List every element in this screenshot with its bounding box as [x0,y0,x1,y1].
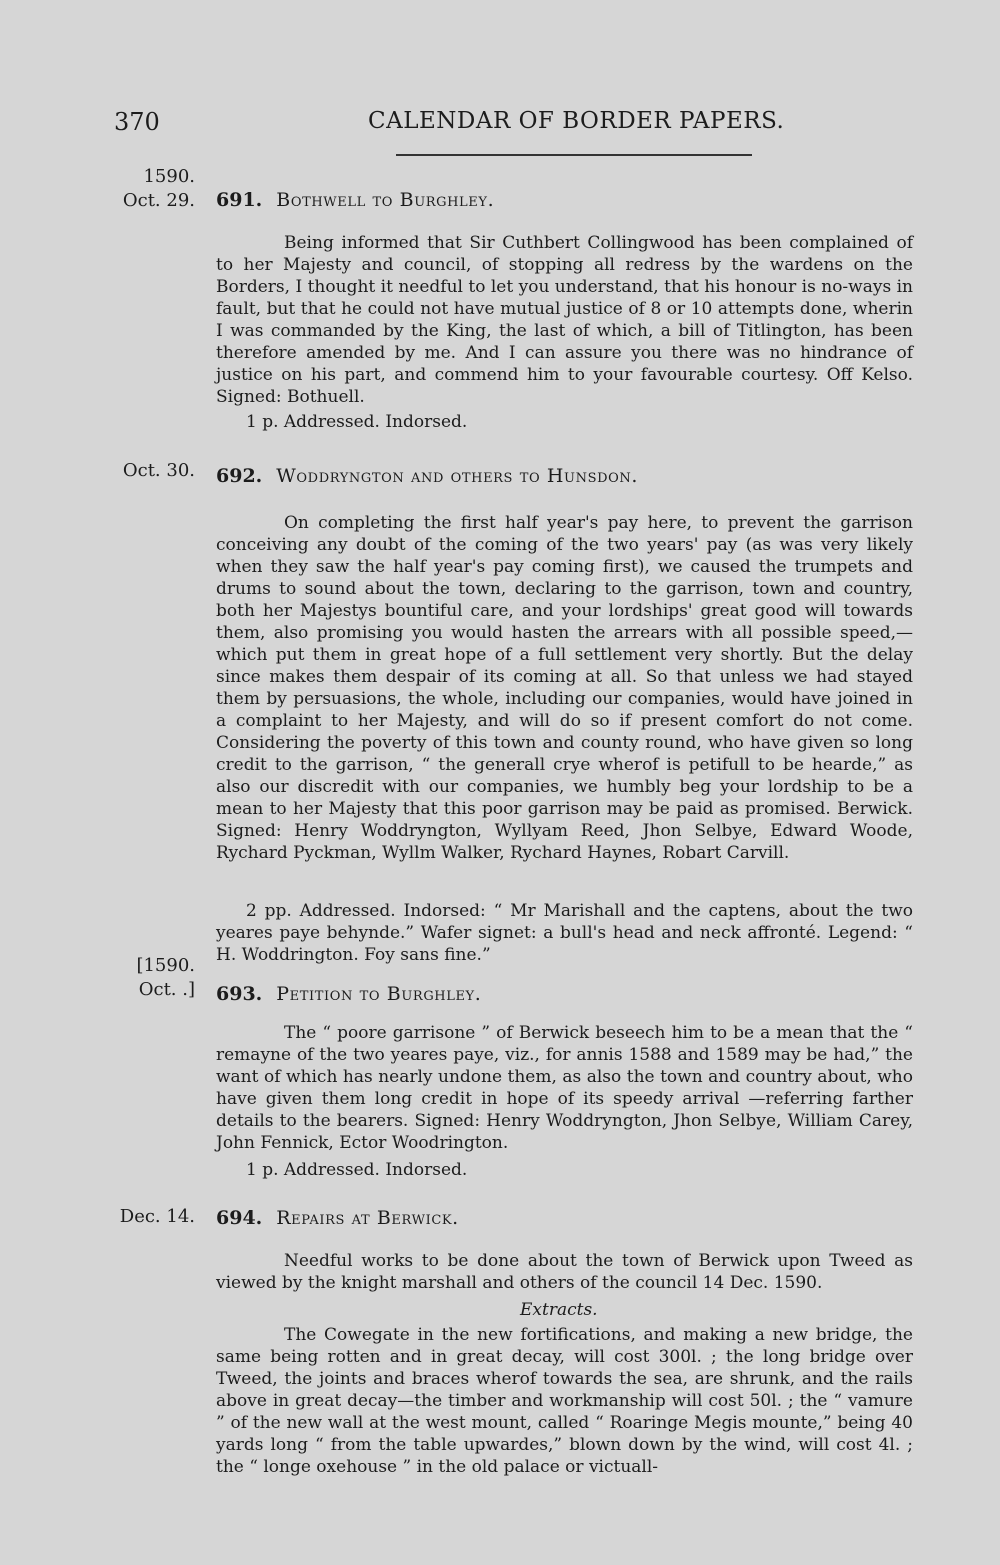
entry-date: Dec. 14. [119,1206,195,1227]
entry-number: 694. [216,1207,263,1229]
entry-title: Petition to Burghley. [276,983,482,1005]
entry-date: Oct. 30. [122,460,195,481]
entry-body: On completing the first half year's pay here, to prevent the garrison conceiving any doubt of the coming of the two years' pay (as was very likely when they saw the half year's pay coming first), we caused the trumpets and drums to sound about the town, declaring to the garrison, town and country, both her Majestys bountiful care, and your lordships' great good will towards them, also promising you would hasten the arrears with all possible speed,—which put them in great hope of a full settlement very shortly. But the delay since makes them despair of its coming at all. So that unless we had stayed them by persuasions, the whole, including our companies, would have joined in a complaint to her Majesty, and will do so if present comfort do not come. Considering the poverty of this town and county round, who have given so long credit to the garrison, “ the generall crye wherof is petifull to be hearde,” as also our discredit with our companies, we humbly beg your lordship to be a mean to her Majesty that this poor garrison may be paid as promised. Berwick. Signed: Henry Woddryngton, Wyllyam Reed, Jhon Selbye, Edward Woode, Rychard Pyckman, Wyllm Walker, Rychard Haynes, Robart Carvill. [216,513,913,863]
entry-body: Being informed that Sir Cuthbert Collingwood has been complained of to her Majesty and council, of stopping all redress by the wardens on the Borders, I thought it needful to let you understand, that his honour is no-ways in fault, but that he could not have mutual justice of 8 or 10 attempts done, wherin I was commanded by the King, the last of which, a bill of Titlington, has been therefore amended by me. And I can assure you there was no hindrance of justice on his part, and commend him to your favourable courtesy. Off Kelso. Signed: Bothuell. [216,233,913,407]
entry-heading [216,189,494,211]
page-header [0,108,1000,148]
entry-body-continued: The Cowegate in the new fortifications, and making a new bridge, the same being rotten and in great decay, will cost 300l. ; the long bridge over Tweed, the joints and braces wherof towards the sea, are shrunk, and the rails above in great decay—the timber and workmanship will cost 50l. ; the “ vamure ” of the new wall at the west mount, called “ Roaringe Megis mounte,” being 40 yards long “ from the table upwardes,” blown down by the wind, will cost 4l. ; the “ longe oxehouse ” in the old palace or victuall- [216,1325,913,1477]
entry-heading [216,465,638,487]
entry-number: 693. [216,983,263,1005]
entry-title: Repairs at Berwick. [276,1207,459,1229]
entry-date: Oct. 29. [122,190,195,211]
section-subhead: Extracts. [520,1300,598,1320]
entry-title: Woddryngton and others to Hunsdon. [276,465,638,487]
entry-description: 1 p. Addressed. Indorsed. [246,1160,468,1180]
entry-date: Oct. .] [138,979,195,1000]
entry-year: [1590. [136,955,195,976]
entry-number: 691. [216,189,263,211]
header-rule [396,154,752,156]
entry-description: 2 pp. Addressed. Indorsed: “ Mr Marishall and the captens, about the two yeares paye behynde.” Wafer signet: a bull's head and neck affronté. Legend: “ H. Woddrington. Foy sans fine.” [216,901,913,965]
entry-number: 692. [216,465,263,487]
entry-body: The “ poore garrisone ” of Berwick beseech him to be a mean that the “ remayne of the two yeares paye, viz., for annis 1588 and 1589 may be had,” the want of which has nearly undone them, as also the town and country about, who have given them long credit in hope of its speedy arrival —referring farther details to the bearers. Signed: Henry Woddryngton, Jhon Selbye, William Carey, John Fennick, Ector Woodrington. [216,1023,913,1153]
entry-heading [216,983,481,1005]
entry-description: 1 p. Addressed. Indorsed. [246,412,468,432]
entry-heading [216,1207,459,1229]
entry-body: Needful works to be done about the town of Berwick upon Tweed as viewed by the knight marshall and others of the council 14 Dec. 1590. [216,1251,913,1293]
entry-title: Bothwell to Burghley. [276,189,495,211]
page-number: 370 [114,108,160,136]
running-title: CALENDAR OF BORDER PAPERS. [368,108,785,134]
entry-year: 1590. [143,166,195,187]
